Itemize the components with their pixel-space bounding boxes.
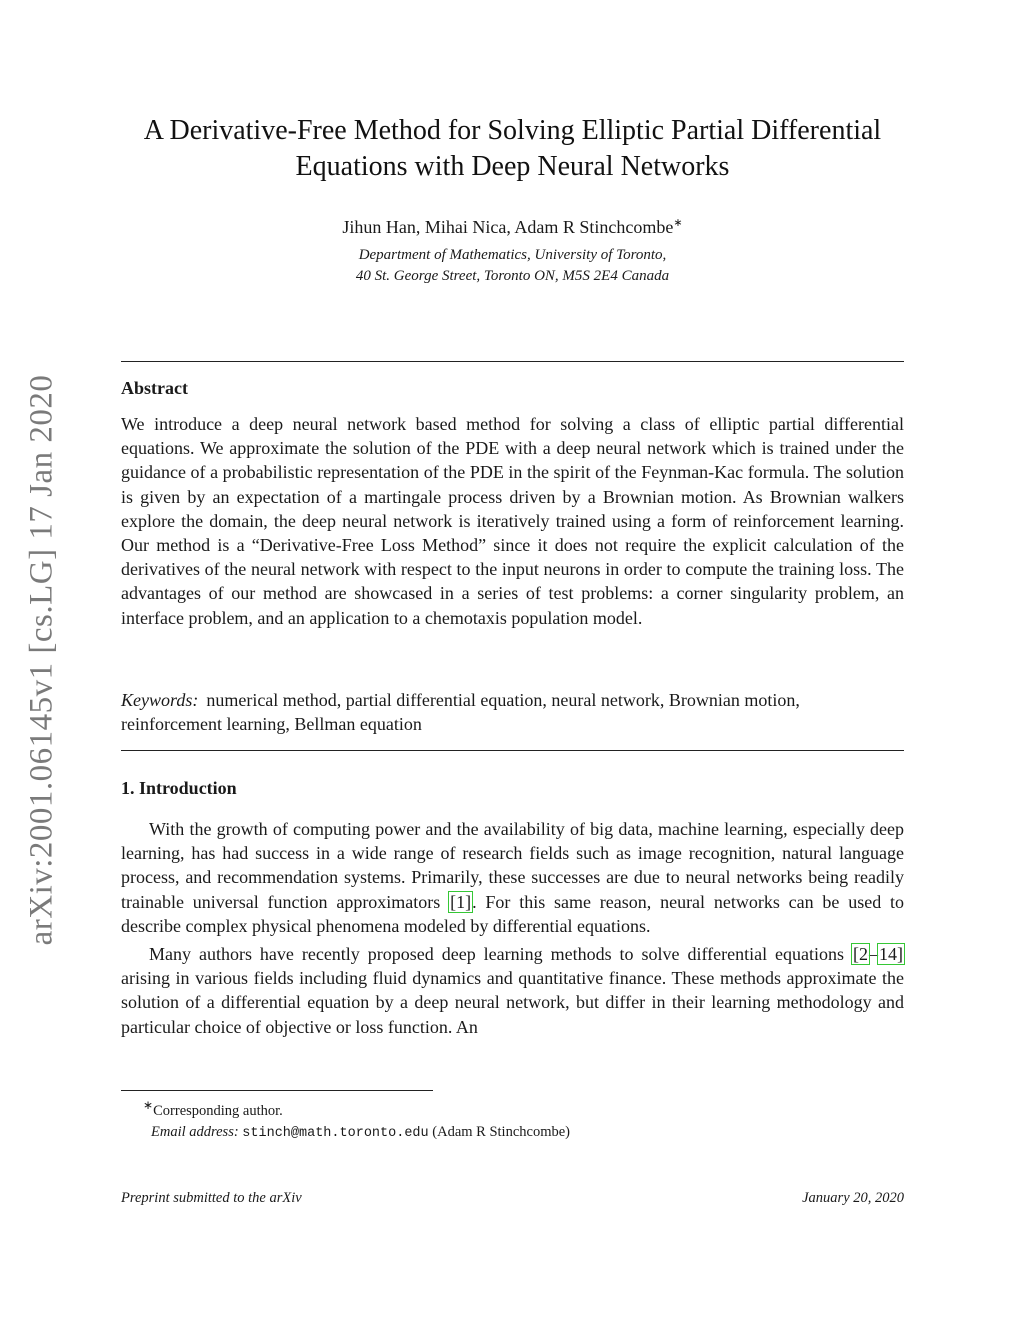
affiliation <box>121 245 904 287</box>
paragraph-text: With the growth of computing power and the availability of big data, machine learning, especially deep learning, has had success in a wide range of research fields such as image recognition, natural language process, and recommendation systems. Primarily, these successes are due to neural networks being readily trainable universal function approximators <box>121 819 904 912</box>
footnote-email-line <box>121 1122 904 1144</box>
affiliation-line-1: Department of Mathematics, University of Toronto, <box>358 247 667 263</box>
keywords <box>121 688 904 736</box>
section-heading-introduction: 1. Introduction <box>121 778 237 798</box>
arxiv-identifier: arXiv:2001.06145v1 [cs.LG] 17 Jan 2020 <box>23 374 60 946</box>
footnote-text: Corresponding author. <box>153 1102 283 1119</box>
author-list <box>121 211 904 239</box>
email-address[interactable]: stinch@math.toronto.edu <box>242 1125 429 1141</box>
title-line-2: Equations with Deep Neural Networks <box>295 151 730 182</box>
keywords-label: Keywords: <box>121 690 199 710</box>
email-label: Email address: <box>151 1123 239 1140</box>
abstract-bottom-rule <box>121 750 904 751</box>
abstract-heading: Abstract <box>121 378 188 398</box>
paragraph-text: . For this same reason, neural networks can be used to describe complex physical phenomena modeled by differential equations. <box>121 891 904 936</box>
title-line-1: A Derivative-Free Method for Solving Elliptic Partial Differential <box>143 115 882 146</box>
footer-preprint-note: Preprint submitted to the arXiv <box>121 1190 302 1206</box>
paper-title <box>121 113 904 185</box>
footnote <box>121 1095 904 1144</box>
footnote-rule <box>121 1090 433 1091</box>
footnote-mark: ∗ <box>143 1098 154 1112</box>
arxiv-stamp <box>22 360 62 960</box>
introduction-paragraph-2 <box>121 942 904 1039</box>
citation-link-2[interactable]: [2 <box>853 944 868 965</box>
footnote-corresponding <box>121 1095 904 1122</box>
corresponding-mark: ∗ <box>673 217 683 229</box>
keywords-text: numerical method, partial differential equation, neural network, Brownian motion, reinforcement learning, Bellman equation <box>121 690 800 735</box>
citation-dash: – <box>869 944 878 965</box>
paragraph-text: arising in various fields including fluid dynamics and quantitative finance. These methods approximate the solution of a differential equation by a deep neural network, but differ in their learning methodology and particular choice of objective or loss function. An <box>121 968 904 1037</box>
footer-date: January 20, 2020 <box>802 1190 904 1206</box>
abstract-text: We introduce a deep neural network based method for solving a class of elliptic partial differential equations. We approximate the solution of the PDE with a deep neural network which is trained under the guidance of a probabilistic representation of the PDE in the spirit of the Feynman-Kac formula. The solution is given by an expectation of a martingale process driven by a Brownian motion. As Brownian walkers explore the domain, the deep neural network is iteratively trained using a form of reinforcement learning. Our method is a “Derivative-Free Loss Method” since it does not require the explicit calculation of the derivatives of the neural network with respect to the input neurons in order to compute the training loss. The advantages of our method are showcased in a series of test problems: a corner singularity problem, an interface problem, and an application to a chemotaxis population model. <box>121 414 904 628</box>
affiliation-line-2: 40 St. George Street, Toronto ON, M5S 2E4 Canada <box>355 268 670 284</box>
paragraph-text: Many authors have recently proposed deep learning methods to solve differential equations <box>149 944 852 965</box>
citation-link-14[interactable]: 14] <box>879 944 903 965</box>
citation-link-1[interactable]: [1] <box>450 891 472 912</box>
author-names: Jihun Han, Mihai Nica, Adam R Stinchcombe <box>342 217 674 237</box>
introduction-paragraph-1 <box>121 817 904 938</box>
abstract-top-rule <box>121 361 904 362</box>
email-owner: (Adam R Stinchcombe) <box>432 1123 570 1140</box>
introduction-body <box>121 817 904 1043</box>
